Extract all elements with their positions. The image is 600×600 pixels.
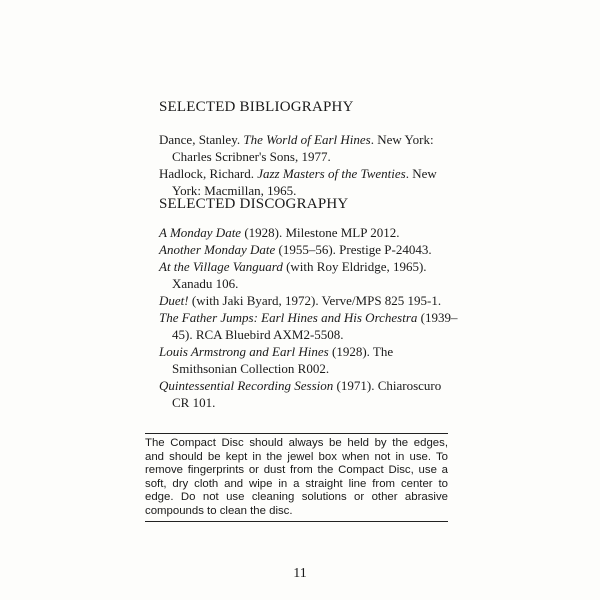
entry-text: (with Jaki Byard, 1972). Verve/MPS 825 195-1. [188, 293, 442, 308]
entry-title: At the Village Vanguard [159, 259, 283, 274]
entry-text: . New York: Macmillan, 1965. [172, 166, 437, 198]
entry-title: Louis Armstrong and Earl Hines [159, 344, 329, 359]
discography-entry [159, 309, 459, 343]
entry-text: (with Roy Eldridge, 1965). Xanadu 106. [172, 259, 427, 291]
page-number: 11 [293, 566, 307, 581]
entry-text: (1971). Chiaroscuro CR 101. [172, 378, 442, 410]
entry-title: Quintessential Recording Session [159, 378, 334, 393]
discography-entry [159, 224, 459, 241]
bibliography-list [159, 131, 449, 199]
entry-title: The Father Jumps: Earl Hines and His Orchestra [159, 310, 418, 325]
entry-text: Dance, Stanley. [159, 132, 244, 147]
discography-heading: SELECTED DISCOGRAPHY [159, 196, 349, 212]
entry-title: The World of Earl Hines [243, 132, 371, 147]
care-notice-line: and should be kept in the jewel box when not in use. To [145, 450, 448, 463]
care-notice-line: remove fingerprints or dust from the Compact Disc, use a [145, 464, 448, 477]
discography-entry [159, 292, 459, 309]
compact-disc-care-notice [145, 433, 448, 522]
care-notice-line: compounds to clean the disc. [145, 504, 293, 517]
discography-entry [159, 377, 459, 411]
entry-text: (1928). Milestone MLP 2012. [241, 225, 400, 240]
discography-entry [159, 343, 459, 377]
discography-list [159, 224, 459, 411]
entry-title: A Monday Date [159, 225, 242, 240]
entry-text: . New York: Charles Scribner's Sons, 1977. [172, 132, 434, 164]
discography-entry [159, 241, 459, 258]
entry-text: (1955–56). Prestige P-24043. [275, 242, 432, 257]
bibliography-entry [159, 165, 449, 199]
entry-title: Another Monday Date [159, 242, 276, 257]
entry-text: (1928). The Smithsonian Collection R002. [172, 344, 394, 376]
entry-title: Jazz Masters of the Twenties [257, 166, 406, 181]
entry-text: Hadlock, Richard. [159, 166, 258, 181]
bibliography-heading: SELECTED BIBLIOGRAPHY [159, 99, 354, 115]
care-notice-line: The Compact Disc should always be held by the edges, [145, 437, 448, 449]
entry-title: Duet! [159, 293, 189, 308]
bibliography-entry [159, 131, 449, 165]
care-notice-line: soft, dry cloth and wipe in a straight line from center to [145, 477, 448, 490]
care-notice-line: edge. Do not use cleaning solutions or other abrasive [145, 491, 448, 504]
discography-entry [159, 258, 459, 292]
entry-text: (1939–45). RCA Bluebird AXM2-5508. [172, 310, 458, 342]
